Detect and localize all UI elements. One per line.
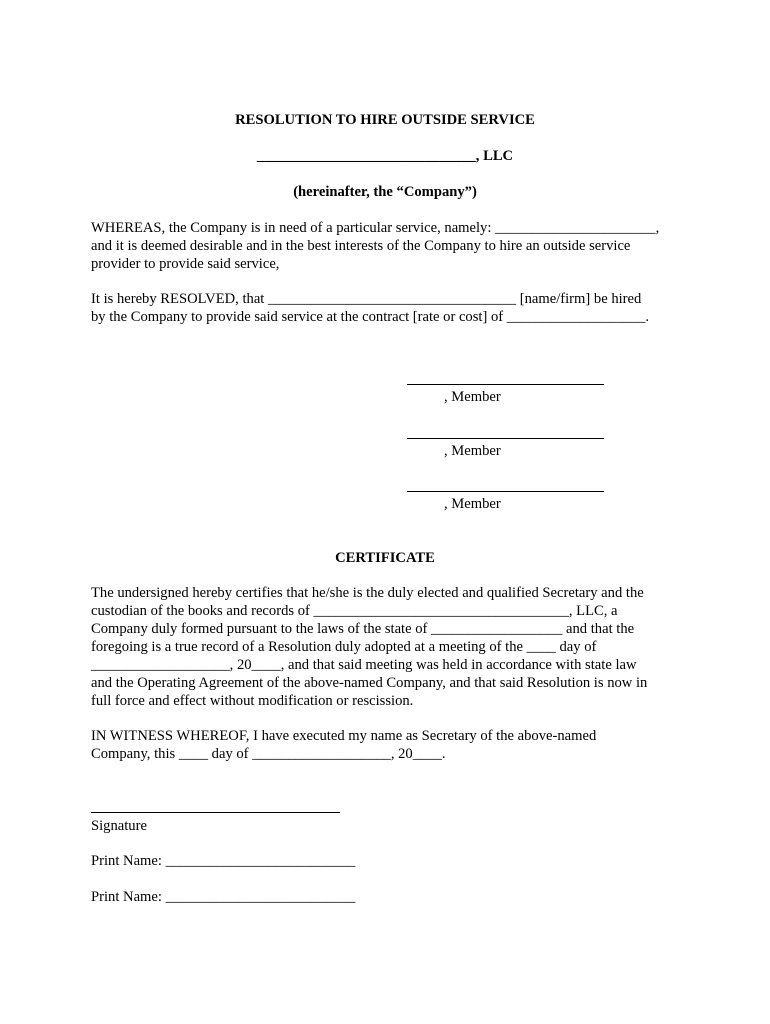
hereinafter-line: (hereinafter, the “Company”)	[293, 184, 477, 200]
certificate-line-4: foregoing is a true record of a Resolution duly adopted at a meeting of the ____ day of	[91, 639, 597, 655]
witness-line-1: IN WITNESS WHEREOF, I have executed my name as Secretary of the above-named	[91, 728, 597, 744]
resolved-line-1: It is hereby RESOLVED, that __________________________________ [name/firm] be hired	[91, 291, 642, 307]
document-title: RESOLUTION TO HIRE OUTSIDE SERVICE	[235, 112, 535, 128]
member-signature-line-2	[407, 438, 604, 439]
whereas-line-1: WHEREAS, the Company is in need of a particular service, namely: ______________________,	[91, 220, 660, 236]
certificate-line-7: full force and effect without modification or rescission.	[91, 693, 414, 709]
resolved-line-2: by the Company to provide said service at the contract [rate or cost] of ___________________.	[91, 309, 650, 325]
whereas-line-2: and it is deemed desirable and in the best interests of the Company to hire an outside service	[91, 238, 631, 254]
secretary-signature-line	[91, 812, 340, 813]
witness-line-2: Company, this ____ day of ___________________, 20____.	[91, 746, 446, 762]
print-name-1: Print Name: __________________________	[91, 853, 356, 869]
certificate-line-2: custodian of the books and records of ___________________________________, LLC, a	[91, 603, 618, 619]
certificate-heading: CERTIFICATE	[335, 550, 435, 566]
whereas-line-3: provider to provide said service,	[91, 256, 280, 272]
signature-label: Signature	[91, 818, 147, 834]
member-label-2: , Member	[444, 443, 501, 459]
certificate-line-6: and the Operating Agreement of the above-named Company, and that said Resolution is now in	[91, 675, 648, 691]
company-name-line: ______________________________, LLC	[256, 148, 514, 164]
member-signature-line-1	[407, 384, 604, 385]
member-signature-line-3	[407, 491, 604, 492]
certificate-line-3: Company duly formed pursuant to the laws of the state of __________________ and that the	[91, 621, 635, 637]
certificate-line-5: ___________________, 20____, and that said meeting was held in accordance with state law	[91, 657, 637, 673]
member-label-3: , Member	[444, 496, 501, 512]
certificate-line-1: The undersigned hereby certifies that he/she is the duly elected and qualified Secretary and the	[91, 585, 644, 601]
member-label-1: , Member	[444, 389, 501, 405]
print-name-2: Print Name: __________________________	[91, 889, 356, 905]
